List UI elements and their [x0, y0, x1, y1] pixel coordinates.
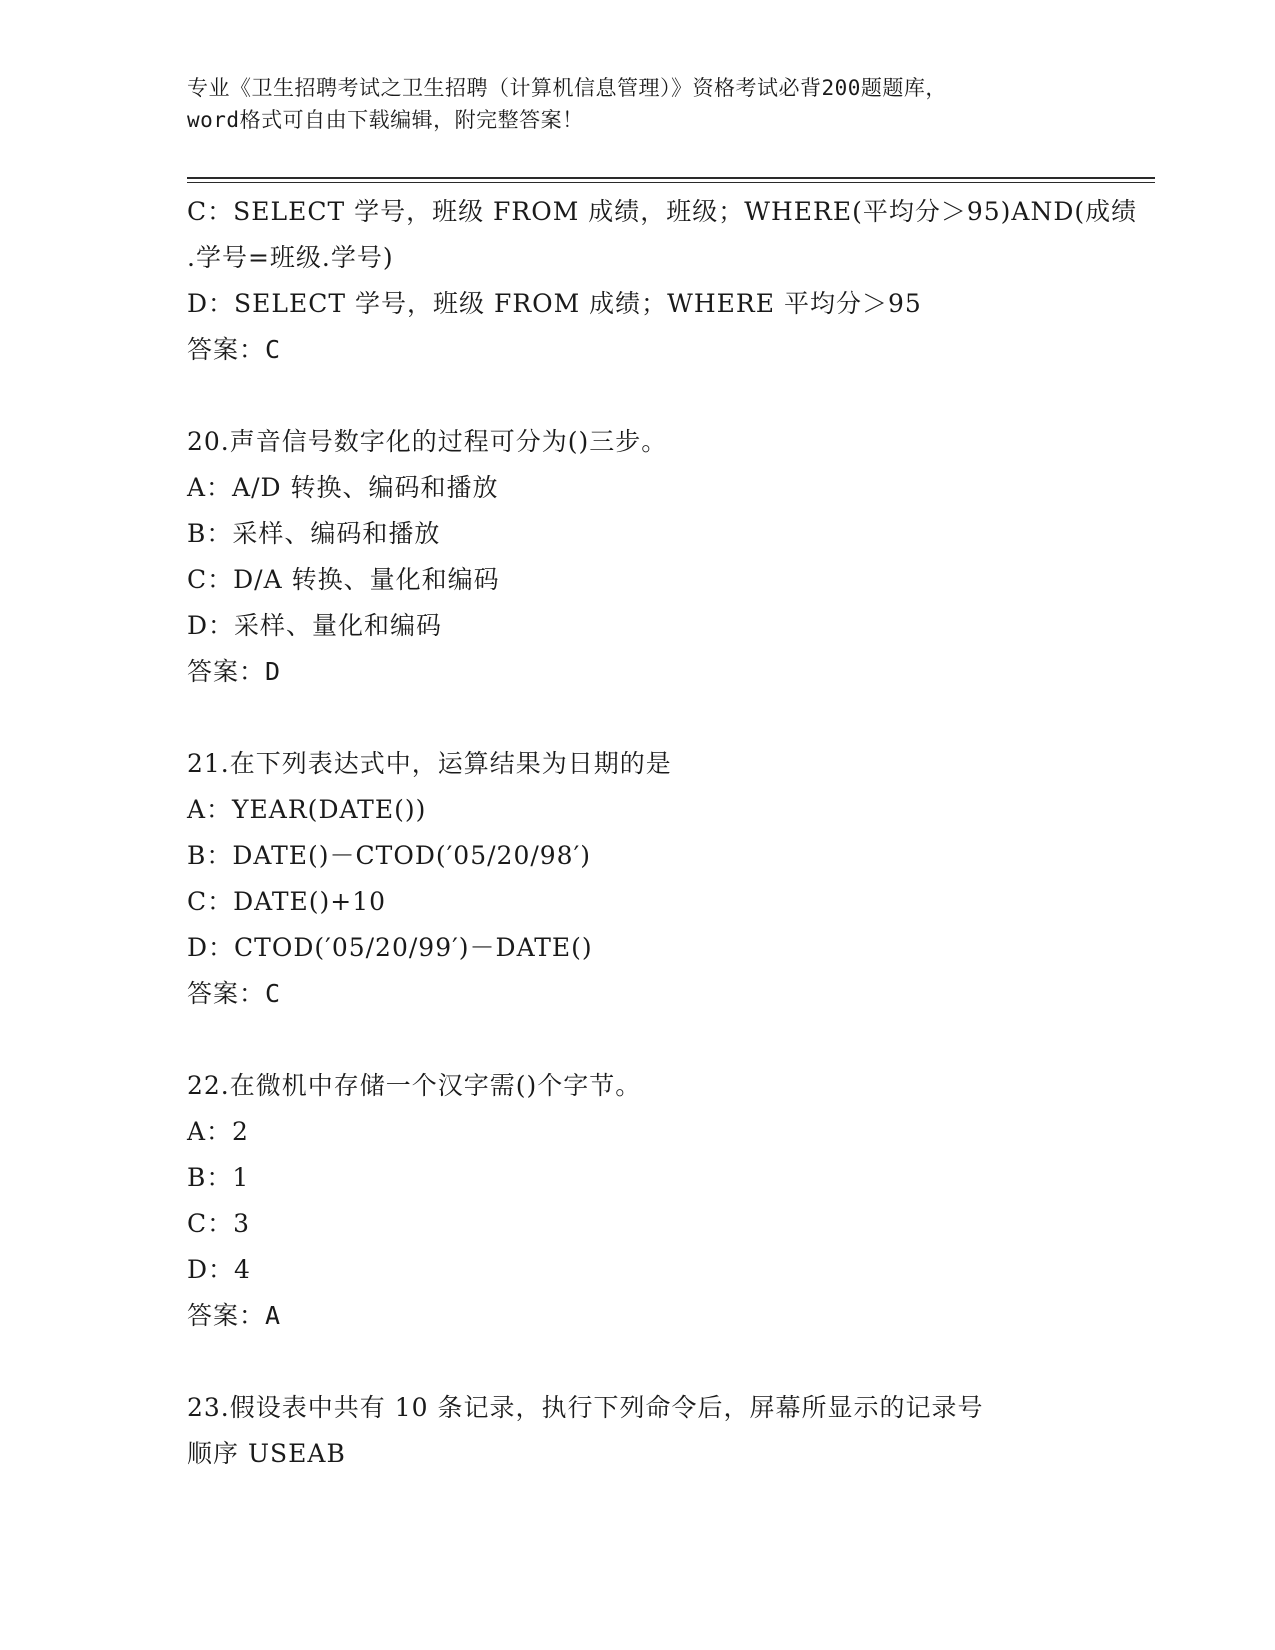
option-c-line-1: C：SELECT 学号，班级 FROM 成绩，班级；WHERE(平均分＞95)AND(成绩: [187, 197, 1138, 226]
question-stem-line-2: 顺序 USEAB: [187, 1439, 346, 1468]
question-spacer: [187, 695, 1107, 741]
option-a: A：2: [187, 1117, 249, 1146]
header-divider-thin: [187, 182, 1155, 183]
option-c: C：D/A 转换、量化和编码: [187, 565, 500, 594]
question-content: [187, 189, 1138, 1477]
option-c: C：DATE()+10: [187, 887, 387, 916]
answer-line: 答案：A: [187, 1301, 282, 1330]
question-stem-line-1: 23.假设表中共有 10 条记录，执行下列命令后，屏幕所显示的记录号: [187, 1393, 984, 1422]
question-stem: 20.声音信号数字化的过程可分为()三步。: [187, 427, 668, 456]
option-d: D：4: [187, 1255, 251, 1284]
header-divider-thick: [187, 177, 1155, 179]
question-stem: 22.在微机中存储一个汉字需()个字节。: [187, 1071, 642, 1100]
answer-line: 答案：C: [187, 979, 282, 1008]
question-spacer: [187, 1017, 1107, 1063]
option-a: A：YEAR(DATE()): [187, 795, 427, 824]
question-spacer: [187, 373, 1107, 419]
document-header: [187, 72, 1087, 136]
option-c-line-2: .学号=班级.学号): [187, 243, 394, 272]
question-22: [187, 1063, 1107, 1339]
question-spacer: [187, 1339, 1107, 1385]
option-b: B：1: [187, 1163, 250, 1192]
answer-line: 答案：C: [187, 335, 282, 364]
header-title-line-1: 专业《卫生招聘考试之卫生招聘（计算机信息管理）》资格考试必背200题题库，: [187, 76, 947, 100]
question-19-tail: [187, 189, 1138, 373]
question-21: [187, 741, 1107, 1017]
option-d: D：CTOD(′05/20/99′)－DATE(): [187, 933, 593, 962]
question-20: [187, 419, 1107, 695]
option-b: B：采样、编码和播放: [187, 519, 441, 548]
option-d: D：SELECT 学号，班级 FROM 成绩；WHERE 平均分＞95: [187, 289, 922, 318]
option-a: A：A/D 转换、编码和播放: [187, 473, 499, 502]
option-d: D：采样、量化和编码: [187, 611, 443, 640]
question-stem: 21.在下列表达式中，运算结果为日期的是: [187, 749, 672, 778]
answer-line: 答案：D: [187, 657, 282, 686]
option-b: B：DATE()－CTOD(′05/20/98′): [187, 841, 592, 870]
question-23: [187, 1385, 1107, 1477]
header-title-line-2: word格式可自由下载编辑，附完整答案！: [187, 108, 584, 132]
option-c: C：3: [187, 1209, 251, 1238]
